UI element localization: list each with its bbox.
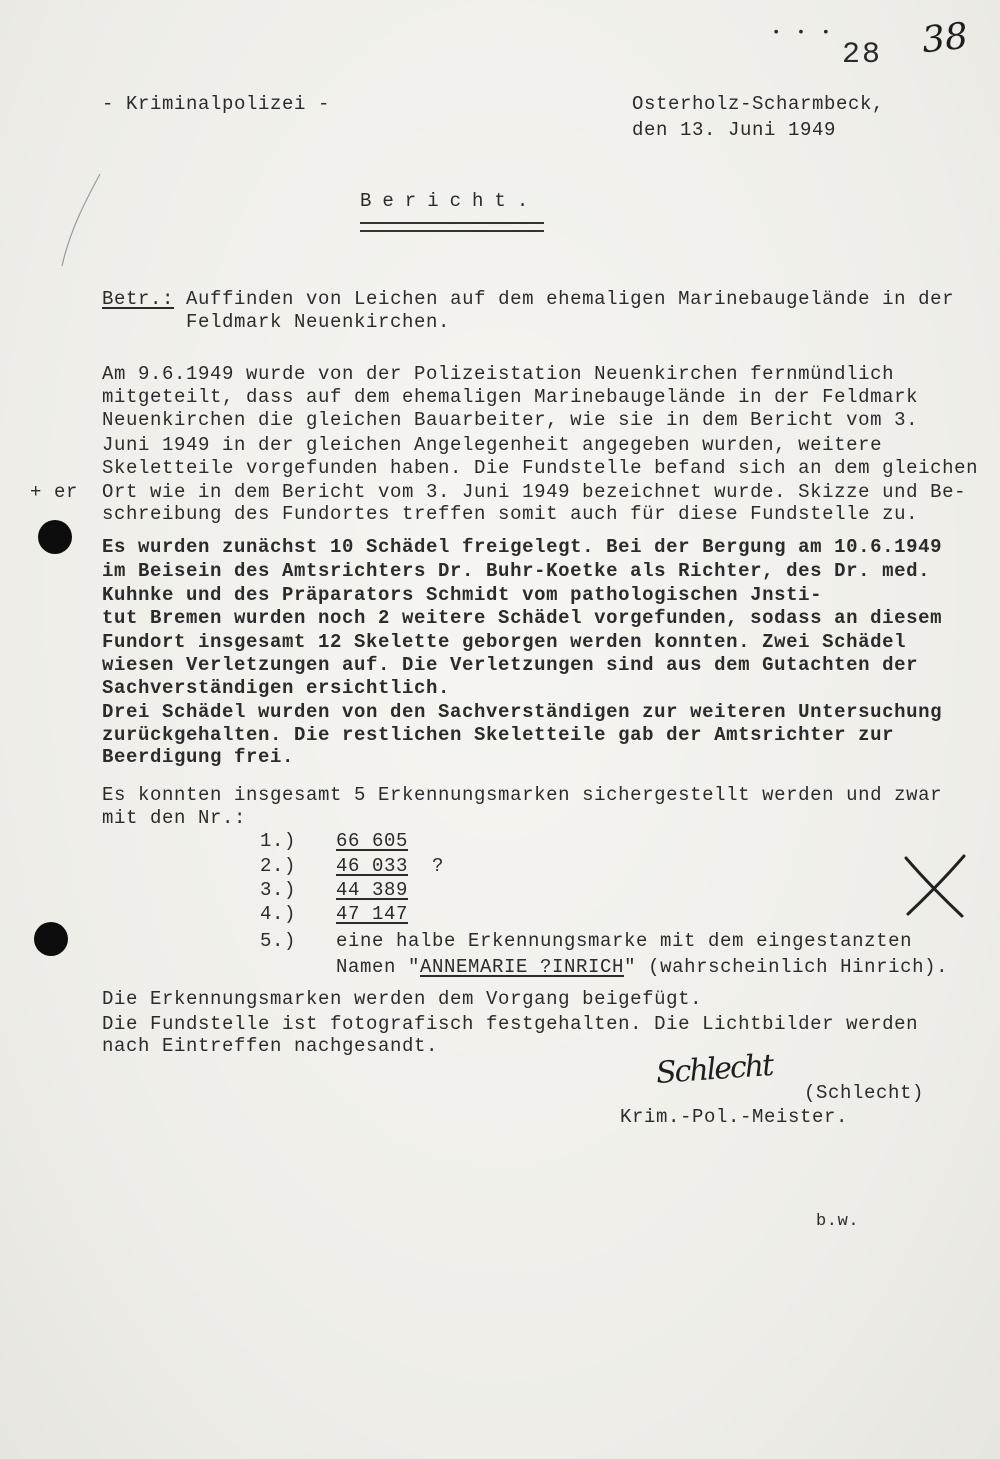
- p1-line: mitgeteilt, dass auf dem ehemaligen Marinebaugelände in der Feldmark: [102, 386, 919, 408]
- subject-line-2: Feldmark Neuenkirchen.: [186, 311, 451, 333]
- handwritten-page-number: 38: [919, 15, 970, 62]
- tag5-name: ANNEMARIE ?INRICH: [420, 956, 625, 978]
- tag-value: 66 605: [336, 830, 409, 852]
- p1-line: Ort wie in dem Bericht vom 3. Juni 1949 bezeichnet wurde. Skizze und Be-: [102, 481, 967, 503]
- tag-number: 2.): [260, 855, 297, 877]
- tag5-line-1: eine halbe Erkennungsmarke mit dem eingestanzten: [336, 930, 913, 952]
- p3-line: Es konnten insgesamt 5 Erkennungsmarken sichergestellt werden und zwar: [102, 784, 943, 806]
- p1-line: schreibung des Fundortes treffen somit auch für diese Fundstelle zu.: [102, 503, 919, 525]
- page-number: 28: [842, 38, 883, 72]
- date: den 13. Juni 1949: [632, 119, 837, 141]
- tag-value: 46 033: [336, 855, 409, 877]
- p1-line: Skeletteile vorgefunden haben. Die Fundstelle befand sich an dem gleichen: [102, 457, 979, 479]
- tag5-suffix: " (wahrscheinlich Hinrich).: [624, 956, 949, 978]
- tag-value: 44 389: [336, 879, 409, 901]
- report-title: Bericht.: [360, 190, 540, 212]
- subject-line-1: [102, 288, 954, 311]
- tag5-prefix: Namen ": [336, 956, 421, 978]
- top-dots: • • •: [772, 25, 835, 41]
- tag5-line-2: [336, 956, 948, 979]
- tag-number: 3.): [260, 879, 297, 901]
- department: - Kriminalpolizei -: [102, 93, 331, 115]
- p2-line: Fundort insgesamt 12 Skelette geborgen werden konnten. Zwei Schädel: [102, 631, 907, 653]
- cross-mark-icon: [900, 850, 970, 920]
- signature-name: (Schlecht): [804, 1082, 925, 1104]
- p2-line: Drei Schädel wurden von den Sachverständigen zur weiteren Untersuchung: [102, 701, 943, 723]
- p2-line: Beerdigung frei.: [102, 746, 295, 768]
- subject-label: Betr.:: [102, 288, 175, 310]
- p2-line: Kuhnke und des Präparators Schmidt vom pathologischen Jnsti-: [102, 584, 823, 606]
- tag-note: ?: [432, 855, 445, 877]
- p2-line: wiesen Verletzungen auf. Die Verletzungen sind aus dem Gutachten der: [102, 654, 919, 676]
- punch-hole-bottom: [34, 922, 68, 956]
- tag-number: 5.): [260, 930, 297, 952]
- tag-number: 4.): [260, 903, 297, 925]
- p2-line: tut Bremen wurden noch 2 weitere Schädel vorgefunden, sodass an diesem: [102, 607, 943, 629]
- subject-text: Auffinden von Leichen auf dem ehemaligen Marinebaugelände in der: [186, 288, 955, 310]
- p1-line: Am 9.6.1949 wurde von der Polizeistation Neuenkirchen fernmündlich: [102, 363, 895, 385]
- place: Osterholz-Scharmbeck,: [632, 93, 885, 115]
- tag-value: 47 147: [336, 903, 409, 925]
- signature-rank: Krim.-Pol.-Meister.: [620, 1106, 849, 1128]
- p2-line: im Beisein des Amtsrichters Dr. Buhr-Koetke als Richter, des Dr. med.: [102, 560, 931, 582]
- p3-line: mit den Nr.:: [102, 807, 247, 829]
- pencil-stroke-icon: [56, 170, 106, 270]
- p1-line: Neuenkirchen die gleichen Bauarbeiter, wie sie in dem Bericht vom 3.: [102, 409, 919, 431]
- margin-note: + er: [30, 481, 79, 503]
- closing-line: Die Fundstelle ist fotografisch festgehalten. Die Lichtbilder werden: [102, 1013, 919, 1035]
- title-double-underline: [360, 222, 544, 232]
- closing-line: nach Eintreffen nachgesandt.: [102, 1035, 439, 1057]
- handwritten-signature: Schlecht: [654, 1047, 774, 1092]
- p2-line: Sachverständigen ersichtlich.: [102, 677, 451, 699]
- p2-line: Es wurden zunächst 10 Schädel freigelegt. Bei der Bergung am 10.6.1949: [102, 536, 943, 558]
- tag-number: 1.): [260, 830, 297, 852]
- footer-note: b.w.: [816, 1212, 860, 1231]
- closing-line: Die Erkennungsmarken werden dem Vorgang beigefügt.: [102, 988, 703, 1010]
- punch-hole-top: [38, 520, 72, 554]
- p1-line: Juni 1949 in der gleichen Angelegenheit angegeben wurden, weitere: [102, 434, 883, 456]
- p2-line: zurückgehalten. Die restlichen Skeletteile gab der Amtsrichter zur: [102, 724, 895, 746]
